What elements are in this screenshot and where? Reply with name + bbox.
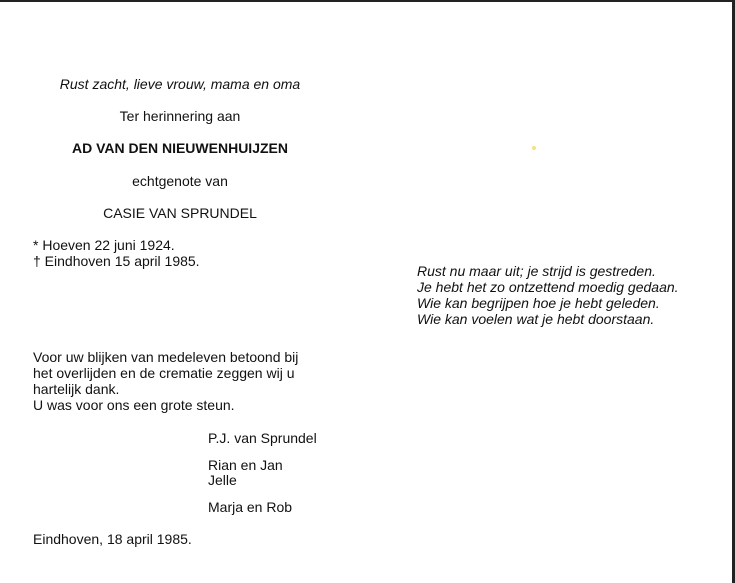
deceased-name: AD VAN DEN NIEUWENHUIJZEN	[72, 140, 288, 156]
scan-edge-top	[0, 0, 735, 2]
thanks-line: hartelijk dank.	[33, 381, 120, 397]
family-member: P.J. van Sprundel	[208, 430, 317, 446]
birth-line: * Hoeven 22 juni 1924.	[33, 237, 175, 253]
family-member: Marja en Rob	[208, 499, 293, 515]
poem-line: Wie kan voelen wat je hebt doorstaan.	[417, 311, 655, 327]
thanks-line: het overlijden en de crematie zeggen wij u	[33, 365, 295, 381]
spouse-name: CASIE VAN SPRUNDEL	[103, 205, 257, 221]
poem-line: Je hebt het zo ontzettend moedig gedaan.	[417, 279, 679, 295]
thanks-line: Voor uw blijken van medeleven betoond bij	[33, 349, 299, 365]
thanks-line: U was voor ons een grote steun.	[33, 397, 235, 413]
memory-line: Ter herinnering aan	[119, 108, 241, 124]
family-member: Jelle	[208, 472, 237, 488]
family-member: Rian en Jan	[208, 457, 283, 473]
epitaph: Rust zacht, lieve vrouw, mama en oma	[59, 76, 301, 92]
relation-line: echtgenote van	[132, 173, 228, 189]
place-date: Eindhoven, 18 april 1985.	[33, 531, 192, 547]
death-line: † Eindhoven 15 april 1985.	[33, 253, 200, 269]
paper-speck	[532, 146, 536, 150]
poem-line: Wie kan begrijpen hoe je hebt geleden.	[417, 295, 660, 311]
poem-line: Rust nu maar uit; je strijd is gestreden.	[417, 263, 656, 279]
